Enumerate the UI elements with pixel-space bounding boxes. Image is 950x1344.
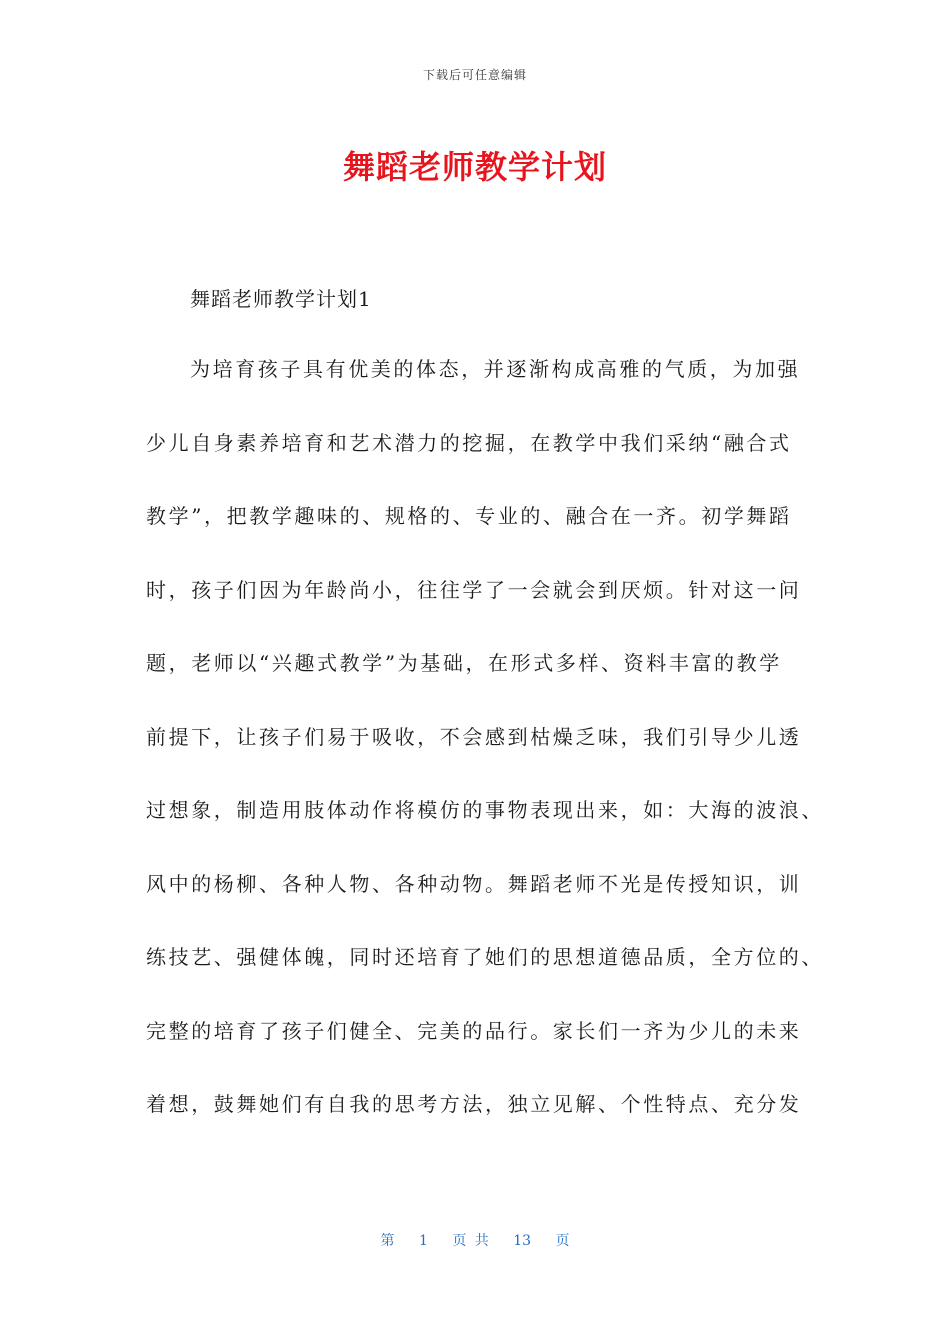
header-note: 下载后可任意编辑 (422, 68, 527, 82)
body-line: 时，孩子们因为年龄尚小，往往学了一会就会到厌烦。针对这一问 (146, 577, 802, 602)
body-line: 前提下，让孩子们易于吸收，不会感到枯燥乏味，我们引导少儿透 (146, 724, 802, 749)
footer-label-total: 页 共 (452, 1233, 489, 1249)
footer-label-page: 第 (380, 1233, 395, 1249)
body-line: 教学”，把教学趣味的、规格的、专业的、融合在一齐。初学舞蹈 (146, 504, 792, 528)
footer-current-page: 1 (418, 1233, 428, 1249)
body-line: 练技艺、强健体魄，同时还培育了她们的思想道德品质，全方位的、 (146, 945, 824, 969)
body-line: 少儿自身素养培育和艺术潜力的挖掘，在教学中我们采纳“融合式 (146, 430, 792, 455)
page-footer (0, 1230, 950, 1250)
section-subtitle: 舞蹈老师教学计划1 (190, 287, 372, 311)
body-line: 着想，鼓舞她们有自我的思考方法，独立见解、个性特点、充分发 (146, 1092, 802, 1116)
body-line: 为培育孩子具有优美的体态，并逐渐构成高雅的气质，为加强 (190, 357, 801, 381)
footer-total-pages: 13 (513, 1233, 532, 1249)
document-title: 舞蹈老师教学计划 (342, 148, 607, 186)
body-text (146, 354, 826, 1163)
body-line: 过想象，制造用肢体动作将模仿的事物表现出来，如：大海的波浪、 (146, 798, 824, 822)
body-line: 风中的杨柳、各种人物、各种动物。舞蹈老师不光是传授知识，训 (146, 871, 802, 896)
body-line: 完整的培育了孩子们健全、完美的品行。家长们一齐为少儿的未来 (146, 1018, 802, 1043)
footer-label-end: 页 (555, 1233, 570, 1249)
body-line: 题，老师以“兴趣式教学”为基础，在形式多样、资料丰富的教学 (146, 651, 782, 675)
